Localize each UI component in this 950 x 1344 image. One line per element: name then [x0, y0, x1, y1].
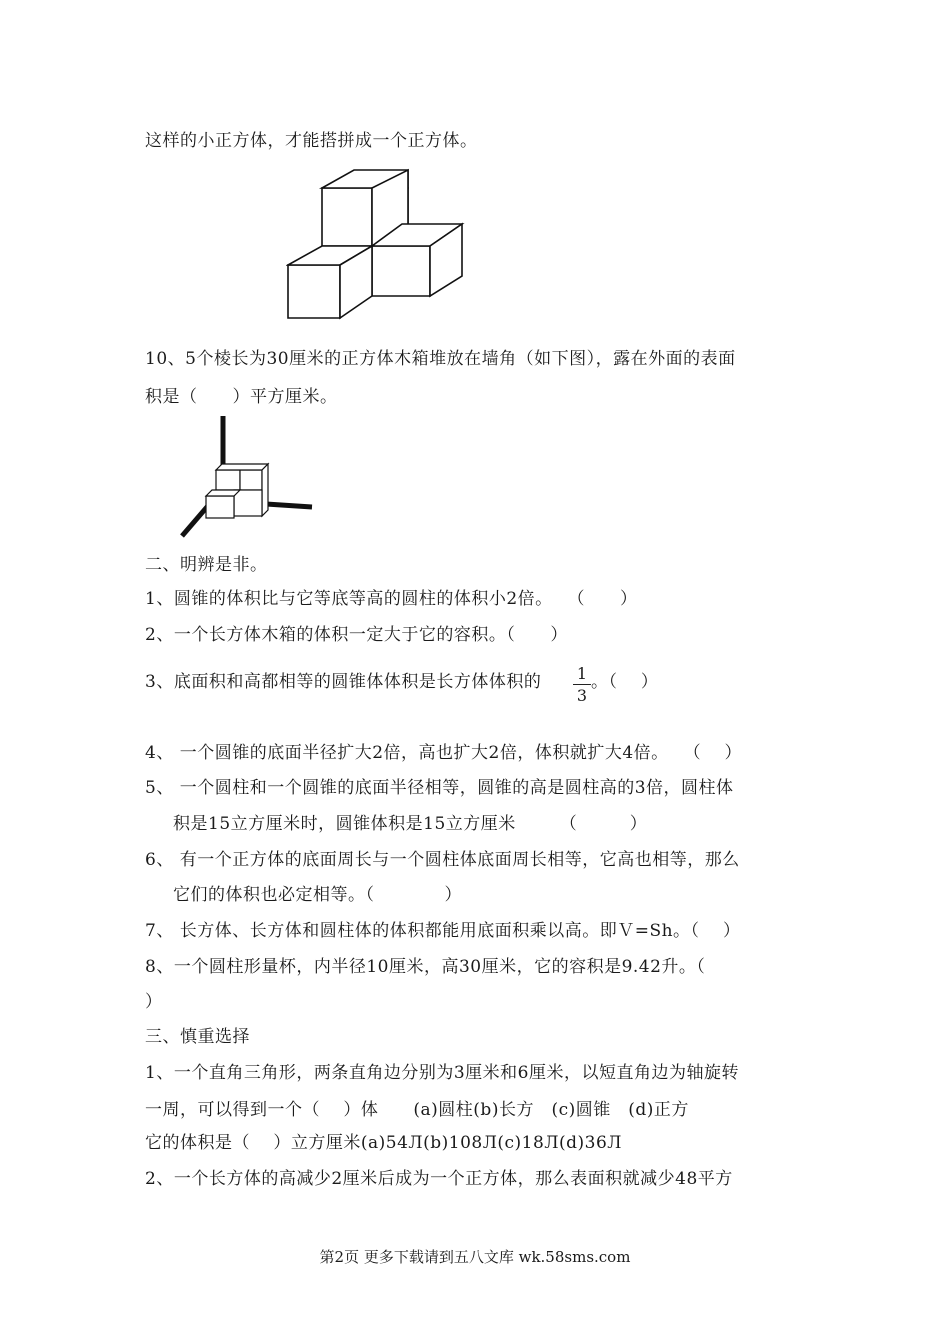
choice-1-line2: 一周，可以得到一个（ ）体 (a)圆柱(b)长方 (c)圆锥 (d)正方 — [145, 1100, 689, 1120]
section-2-heading: 二、明辨是非。 — [145, 555, 268, 575]
true-false-1: 1、圆锥的体积比与它等底等高的圆柱的体积小2倍。 （ ） — [145, 589, 638, 609]
true-false-6-line1: 6、 有一个正方体的底面周长与一个圆柱体底面周长相等，它高也相等，那么 — [145, 850, 740, 870]
choice-1-line3: 它的体积是（ ）立方厘米(a)54Л(b)108Л(c)18Л(d)36Л — [145, 1133, 622, 1153]
section-3-heading: 三、慎重选择 — [145, 1027, 250, 1047]
text-line: 这样的小正方体，才能搭拼成一个正方体。 — [145, 131, 478, 151]
question-10-line2: 积是（ ）平方厘米。 — [145, 387, 338, 407]
choice-1-line1: 1、一个直角三角形，两条直角边分别为3厘米和6厘米，以短直角边为轴旋转 — [145, 1063, 739, 1083]
corner-boxes-figure — [180, 414, 315, 540]
fraction-numerator: 1 — [573, 664, 591, 685]
true-false-5-line1: 5、 一个圆柱和一个圆锥的底面半径相等，圆锥的高是圆柱高的3倍，圆柱体 — [145, 778, 734, 798]
question-10-line1: 10、5个棱长为30厘米的正方体木箱堆放在墙角（如下图），露在外面的表面 — [145, 349, 736, 369]
page-footer: 第2页 更多下载请到五八文库 wk.58sms.com — [319, 1248, 631, 1266]
true-false-2: 2、一个长方体木箱的体积一定大于它的容积。（ ） — [145, 625, 568, 645]
cube-stack-figure — [286, 166, 468, 321]
true-false-7: 7、 长方体、长方体和圆柱体的体积都能用底面积乘以高。即Ｖ=Sh。（ ） — [145, 921, 741, 941]
true-false-6-line2: 它们的体积也必定相等。（ ） — [173, 885, 462, 905]
fraction-one-third — [573, 664, 591, 707]
true-false-5-line2: 积是15立方厘米时，圆锥体积是15立方厘米 （ ） — [173, 814, 648, 834]
true-false-4: 4、 一个圆锥的底面半径扩大2倍，高也扩大2倍，体积就扩大4倍。 （ ） — [145, 743, 742, 763]
fraction-denominator: 3 — [576, 686, 588, 705]
choice-2-line1: 2、一个长方体的高减少2厘米后成为一个正方体，那么表面积就减少48平方 — [145, 1169, 733, 1189]
true-false-8-line2: ） — [145, 992, 163, 1012]
true-false-3: 3、底面积和高都相等的圆锥体体积是长方体体积的 — [145, 672, 542, 692]
true-false-3-tail: 。（ ） — [591, 672, 659, 692]
true-false-8-line1: 8、一个圆柱形量杯，内半径10厘米，高30厘米，它的容积是9.42升。（ — [145, 957, 706, 977]
